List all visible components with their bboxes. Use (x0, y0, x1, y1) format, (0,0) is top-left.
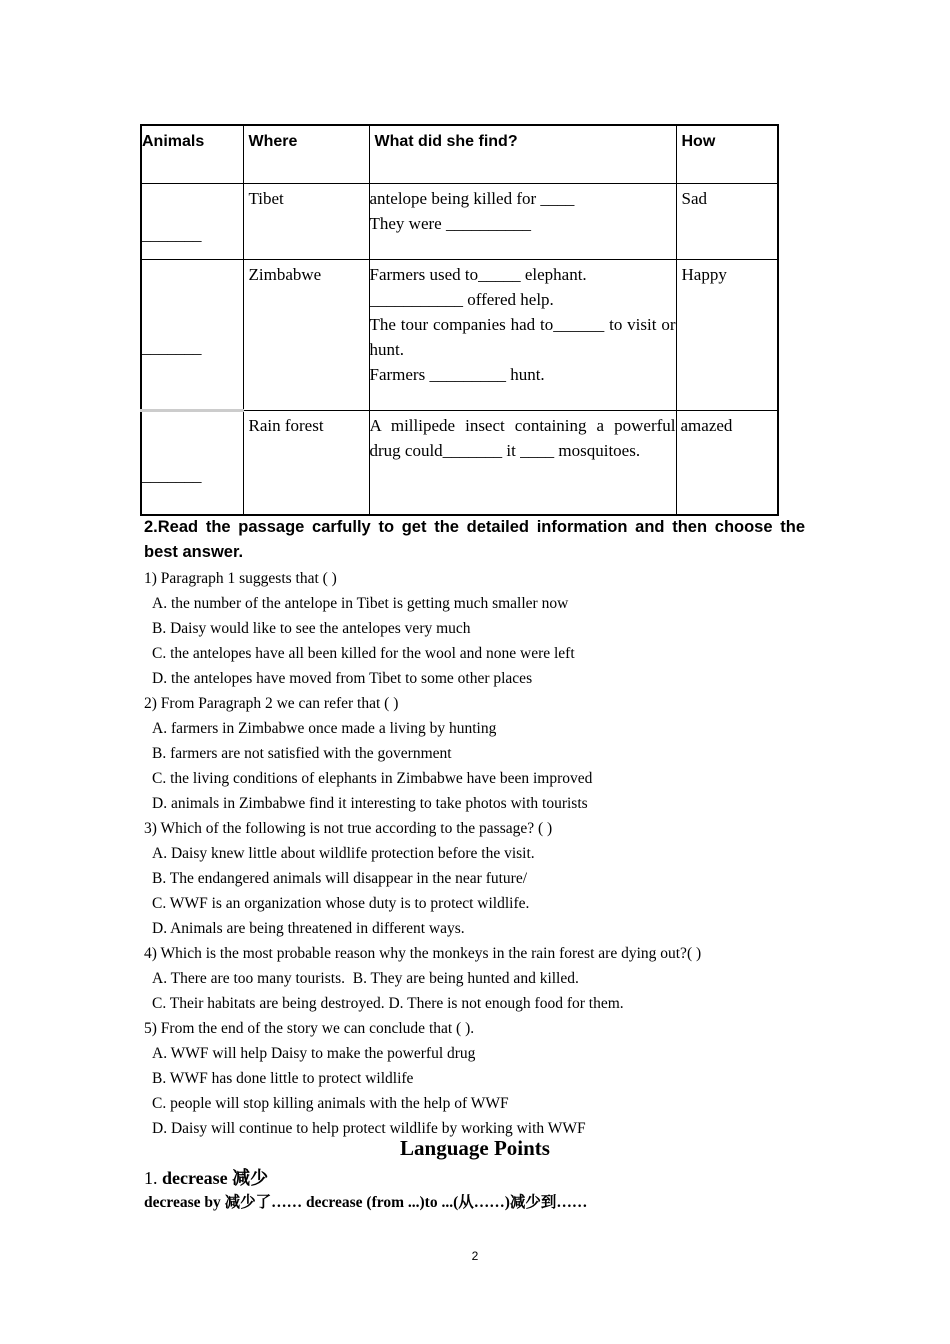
table-row (141, 184, 778, 260)
animal-blank: _______ (142, 224, 202, 244)
language-point-1 (144, 1164, 268, 1190)
header-where: Where (243, 125, 369, 184)
find-line: A millipede insect containing a powerful drug could_______ it ____ mosquitoes. (369, 416, 676, 460)
answer-option: B. Daisy would like to see the antelopes very much (152, 620, 471, 637)
find-cell (369, 260, 676, 411)
question: 1) Paragraph 1 suggests that ( ) (144, 570, 337, 587)
how-cell: amazed (676, 411, 778, 515)
table-header-row (141, 125, 778, 184)
table-row (141, 411, 778, 515)
question-list (144, 566, 701, 1141)
question: 5) From the end of the story we can conclude that ( ). (144, 1020, 475, 1037)
language-points-title: Language Points (400, 1136, 550, 1160)
answer-option: D. Daisy will continue to help protect wildlife by working with WWF (152, 1120, 586, 1137)
answer-option: C. the living conditions of elephants in Zimbabwe have been improved (152, 770, 593, 787)
header-find: What did she find? (369, 125, 676, 184)
header-how: How (676, 125, 778, 184)
item-word: decrease 减少 (162, 1168, 269, 1188)
answer-option: B. farmers are not satisfied with the government (152, 745, 452, 762)
item-number: 1. (144, 1168, 162, 1188)
find-line: The tour companies had to______ to visit or hunt. (369, 315, 676, 359)
answer-option: A. farmers in Zimbabwe once made a living by hunting (152, 720, 497, 737)
where-cell: Rain forest (243, 411, 369, 515)
animal-cell (141, 411, 243, 515)
info-table (140, 124, 779, 516)
animal-blank: _______ (142, 337, 202, 357)
answer-option: C. WWF is an organization whose duty is to protect wildlife. (152, 895, 530, 912)
header-animals: Animals (141, 125, 243, 184)
how-cell: Happy (676, 260, 778, 411)
where-cell: Zimbabwe (243, 260, 369, 411)
table-row (141, 260, 778, 411)
answer-option: A. the number of the antelope in Tibet is getting much smaller now (152, 595, 569, 612)
answer-option: D. animals in Zimbabwe find it interesting to take photos with tourists (152, 795, 588, 812)
find-line: Farmers used to_____ elephant. (369, 265, 587, 284)
question: 3) Which of the following is not true according to the passage? ( ) (144, 820, 553, 837)
animal-cell (141, 184, 243, 260)
section-2-heading: 2.Read the passage carfully to get the detailed information and then choose the best answer. (144, 518, 805, 561)
find-cell (369, 184, 676, 260)
answer-option: C. the antelopes have all been killed for the wool and none were left (152, 645, 575, 662)
answer-option: D. the antelopes have moved from Tibet to some other places (152, 670, 533, 687)
answer-option: A. WWF will help Daisy to make the powerful drug (152, 1045, 476, 1062)
find-cell (369, 411, 676, 515)
answer-option: A. Daisy knew little about wildlife protection before the visit. (152, 845, 535, 862)
answer-option: D. Animals are being threatened in different ways. (152, 920, 465, 937)
answer-option: B. WWF has done little to protect wildlife (152, 1070, 414, 1087)
where-cell: Tibet (243, 184, 369, 260)
page-number: 2 (471, 1249, 479, 1263)
language-point-1-detail: decrease by 减少了…… decrease (from ...)to ...(从……)减少到…… (144, 1194, 588, 1211)
how-cell: Sad (676, 184, 778, 260)
answer-option: B. The endangered animals will disappear in the near future/ (152, 870, 528, 887)
animal-blank: _______ (142, 465, 202, 485)
find-line: antelope being killed for ____ (369, 189, 575, 208)
answer-option: A. There are too many tourists. B. They are being hunted and killed. (152, 970, 579, 987)
find-line: Farmers _________ hunt. (369, 365, 545, 384)
answer-option: C. people will stop killing animals with the help of WWF (152, 1095, 509, 1112)
question: 4) Which is the most probable reason why the monkeys in the rain forest are dying out?( ) (144, 945, 702, 962)
animal-cell (141, 260, 243, 411)
question: 2) From Paragraph 2 we can refer that ( ) (144, 695, 399, 712)
answer-option: C. Their habitats are being destroyed. D. There is not enough food for them. (152, 995, 624, 1012)
find-line: They were __________ (369, 214, 531, 233)
find-line: ___________ offered help. (369, 290, 554, 309)
